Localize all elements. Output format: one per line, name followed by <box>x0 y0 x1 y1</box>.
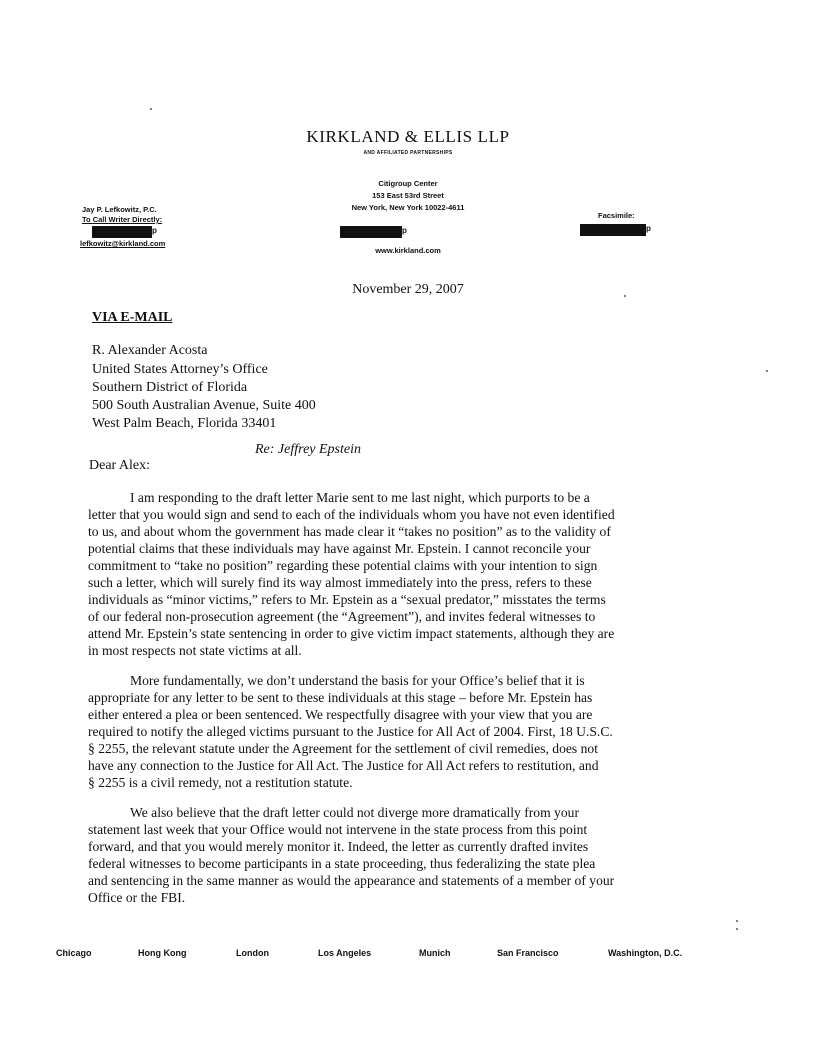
scan-speck <box>736 928 738 930</box>
scan-speck <box>736 920 738 922</box>
office-hong-kong: Hong Kong <box>138 948 187 958</box>
writer-email[interactable]: lefkowitz@kirkland.com <box>80 239 166 248</box>
body-line: in most respects not state victims at all. <box>88 643 302 658</box>
scan-speck <box>766 370 768 372</box>
body-line: appropriate for any letter to be sent to these individuals at this stage – before Mr. Epstein has <box>88 690 593 705</box>
body-line: § 2255 is a civil remedy, not a restitution statute. <box>88 775 353 790</box>
body-line: commitment to “take no position” regarding these potential claims with your intention to sign <box>88 558 598 573</box>
recipient-line: R. Alexander Acosta <box>92 343 208 358</box>
recipient-line: 500 South Australian Avenue, Suite 400 <box>92 398 316 413</box>
recipient-line: Southern District of Florida <box>92 380 248 395</box>
writer-name: Jay P. Lefkowitz, P.C. <box>82 205 157 214</box>
body-line: potential claims that these individuals may have against Mr. Epstein. I cannot reconcile your <box>88 541 591 556</box>
redacted-fax <box>580 224 646 236</box>
body-line: required to notify the alleged victims pursuant to the Justice for All Act of 2004. First, 18 U.S.C. <box>88 724 613 739</box>
office-chicago: Chicago <box>56 948 92 958</box>
recipient-line: United States Attorney’s Office <box>92 362 268 377</box>
delivery-method: VIA E-MAIL <box>92 310 173 325</box>
body-line: § 2255, the relevant statute under the Agreement for the settlement of civil remedies, does not <box>88 741 598 756</box>
facsimile-label: Facsimile: <box>598 211 635 220</box>
firm-website[interactable]: www.kirkland.com <box>375 246 441 255</box>
body-line: such a letter, which will surely find its way almost immediately into the press, refers to these <box>88 575 592 590</box>
body-line: and sentencing in the same manner as would the appearance and statements of a member of your <box>88 873 615 888</box>
salutation: Dear Alex: <box>89 458 151 473</box>
recipient-line: West Palm Beach, Florida 33401 <box>92 416 277 431</box>
redaction-suffix: p <box>402 226 407 235</box>
address-line: 153 East 53rd Street <box>372 191 444 200</box>
body-line: individuals as “minor victims,” refers to Mr. Epstein as a “sexual predator,” misstates the terms <box>88 592 606 607</box>
address-line: Citigroup Center <box>378 179 438 188</box>
subject-line: Re: Jeffrey Epstein <box>255 442 361 457</box>
body-line: letter that you would sign and send to each of the individuals whom you have not even identified <box>88 507 615 522</box>
body-line: Office or the FBI. <box>88 890 186 905</box>
body-line: statement last week that your Office would not intervene in the state process from this point <box>88 822 588 837</box>
body-line: have any connection to the Justice for All Act. The Justice for All Act refers to restitution, and <box>88 758 599 773</box>
firm-name: KIRKLAND & ELLIS LLP <box>306 127 510 146</box>
redacted-phone <box>340 226 402 238</box>
letter-date: November 29, 2007 <box>352 282 464 297</box>
office-san-francisco: San Francisco <box>497 948 559 958</box>
scan-speck <box>150 108 152 110</box>
office-los-angeles: Los Angeles <box>318 948 372 958</box>
body-line: We also believe that the draft letter could not diverge more dramatically from your <box>130 805 579 820</box>
redaction-suffix: p <box>646 224 651 233</box>
body-line: of our federal non-prosecution agreement (the “Agreement”), and invites federal witnesses to <box>88 609 596 624</box>
redaction-suffix: p <box>152 226 157 235</box>
body-line: to us, and about whom the government has made clear it “takes no position” as to the validity of <box>88 524 611 539</box>
office-munich: Munich <box>419 948 451 958</box>
writer-call-label: To Call Writer Directly: <box>82 215 163 224</box>
firm-subtitle: AND AFFILIATED PARTNERSHIPS <box>363 150 453 156</box>
body-line: federal witnesses to become participants in a state proceeding, thus federalizing the state plea <box>88 856 596 871</box>
body-line: More fundamentally, we don’t understand the basis for your Office’s belief that it is <box>130 673 585 688</box>
body-line: attend Mr. Epstein’s state sentencing in order to give victim impact statements, although they are <box>88 626 615 641</box>
body-line: either entered a plea or been sentenced. We respectfully disagree with your view that you are <box>88 707 593 722</box>
address-line: New York, New York 10022-4611 <box>351 203 465 212</box>
office-washington-dc: Washington, D.C. <box>608 948 683 958</box>
body-line: I am responding to the draft letter Marie sent to me last night, which purports to be a <box>130 490 590 505</box>
redacted-writer-phone <box>92 226 152 238</box>
body-line: forward, and that you would merely monitor it. Indeed, the letter as currently drafted invites <box>88 839 589 854</box>
office-london: London <box>236 948 269 958</box>
scan-speck <box>624 295 626 297</box>
